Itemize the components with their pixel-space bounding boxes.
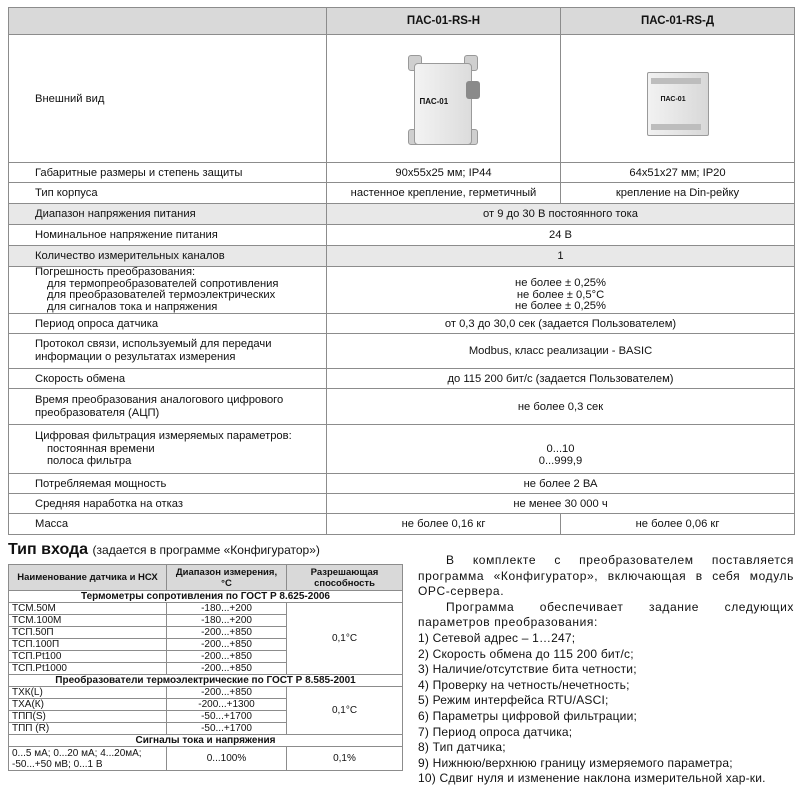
sensor-name: ТСМ.50М — [9, 603, 167, 615]
input-type-table — [8, 564, 403, 771]
sensor-range: -200...+850 — [167, 663, 287, 675]
col-range: Диапазон измерения, °С — [167, 565, 287, 591]
mtbf-label: Средняя наработка на отказ — [9, 494, 327, 514]
supply-range-value: от 9 до 30 В постоянного тока — [327, 204, 795, 225]
device-image-h: ПАС-01 — [327, 35, 561, 163]
sensor-name: ТСМ.100М — [9, 615, 167, 627]
sensor-range: -200...+850 — [167, 687, 287, 699]
speed-value: до 115 200 бит/с (задается Пользователем) — [327, 369, 795, 389]
header-model-h: ПАС-01-RS-Н — [327, 8, 561, 35]
list-item: 6) Параметры цифровой фильтрации; — [418, 708, 638, 723]
group-title: Сигналы тока и напряжения — [9, 735, 403, 747]
sensor-name: ТПП(S) — [9, 711, 167, 723]
dims-h: 90x55x25 мм; IP44 — [327, 163, 561, 183]
supply-nominal-label: Номинальное напряжение питания — [9, 225, 327, 246]
speed-label: Скорость обмена — [9, 369, 327, 389]
sensor-range: -50...+1700 — [167, 711, 287, 723]
sensor-name: ТПП (R) — [9, 723, 167, 735]
channels-label: Количество измерительных каналов — [9, 246, 327, 267]
sensor-name: ТХА(К) — [9, 699, 167, 711]
header-model-d: ПАС-01-RS-Д — [561, 8, 795, 35]
group-title: Термометры сопротивления по ГОСТ Р 8.625-2006 — [9, 591, 403, 603]
poll-label: Период опроса датчика — [9, 314, 327, 334]
sensor-name: ТСП.Pt1000 — [9, 663, 167, 675]
list-item: 10) Сдвиг нуля и изменение наклона измерительной хар-ки. — [418, 771, 766, 786]
dims-label: Габаритные размеры и степень защиты — [9, 163, 327, 183]
sensor-name: ТХК(L) — [9, 687, 167, 699]
sensor-range: -180...+200 — [167, 615, 287, 627]
filter-values: 0...10 0...999,9 — [327, 425, 795, 474]
paragraph: В комплекте с преобразователем поставляется программа «Конфигуратор», включающая в себя модуль OPC-сервера. — [418, 553, 794, 599]
paragraph: Программа обеспечивает задание следующих параметров преобразования: — [418, 599, 794, 630]
dims-d: 64x51x27 мм; IP20 — [561, 163, 795, 183]
housing-label: Тип корпуса — [9, 183, 327, 204]
mass-h: не более 0,16 кг — [327, 514, 561, 535]
list-item: 1) Сетевой адрес – 1…247; — [418, 630, 576, 645]
filter-label: Цифровая фильтрация измеряемых параметров: постоянная времени полоса фильтра — [9, 425, 327, 474]
power-value: не более 2 ВА — [327, 474, 795, 494]
error-label: Погрешность преобразования: для термопреобразователей сопротивления для преобразователей термоэлектрических для сигналов тока и напряжения — [9, 267, 327, 314]
sensor-name: ТСП.100П — [9, 639, 167, 651]
list-item: 5) Режим интерфейса RTU/ASCI; — [418, 693, 609, 708]
device-image-d: ПАС-01 — [561, 35, 795, 163]
power-label: Потребляемая мощность — [9, 474, 327, 494]
supply-range-label: Диапазон напряжения питания — [9, 204, 327, 225]
mass-label: Масса — [9, 514, 327, 535]
mtbf-value: не менее 30 000 ч — [327, 494, 795, 514]
sensor-range: -200...+850 — [167, 639, 287, 651]
header-blank — [9, 8, 327, 35]
housing-h: настенное крепление, герметичный — [327, 183, 561, 204]
supply-nominal-value: 24 В — [327, 225, 795, 246]
resolution-value: 0,1% — [287, 747, 403, 771]
sensor-range: -180...+200 — [167, 603, 287, 615]
resolution-value: 0,1°С — [287, 603, 403, 675]
sensor-range: -50...+1700 — [167, 723, 287, 735]
col-resolution: Разрешающая способность — [287, 565, 403, 591]
list-item: 2) Скорость обмена до 115 200 бит/с; — [418, 646, 634, 661]
input-type-heading: Тип входа (задается в программе «Конфигуратор») — [8, 541, 320, 558]
sensor-name: 0...5 мА; 0...20 мА; 4...20мА; -50...+50 мВ; 0...1 В — [9, 747, 167, 771]
group-title: Преобразователи термоэлектрические по ГОСТ Р 8.585-2001 — [9, 675, 403, 687]
adc-value: не более 0,3 сек — [327, 389, 795, 425]
sensor-range: -200...+1300 — [167, 699, 287, 711]
poll-value: от 0,3 до 30,0 сек (задается Пользователем) — [327, 314, 795, 334]
protocol-value: Modbus, класс реализации - BASIC — [327, 334, 795, 369]
channels-value: 1 — [327, 246, 795, 267]
list-item: 7) Период опроса датчика; — [418, 724, 573, 739]
resolution-value: 0,1°С — [287, 687, 403, 735]
spec-table — [8, 7, 795, 535]
protocol-label: Протокол связи, используемый для передачи информации о результатах измерения — [9, 334, 327, 369]
list-item: 3) Наличие/отсутствие бита четности; — [418, 662, 637, 677]
software-description — [418, 553, 794, 787]
sensor-range: -200...+850 — [167, 651, 287, 663]
sensor-range: -200...+850 — [167, 627, 287, 639]
mass-d: не более 0,06 кг — [561, 514, 795, 535]
list-item: 9) Нижнюю/верхнюю границу измеряемого параметра; — [418, 755, 733, 770]
appearance-label: Внешний вид — [9, 35, 327, 163]
input-type-note: (задается в программе «Конфигуратор») — [92, 543, 320, 557]
sensor-range: 0...100% — [167, 747, 287, 771]
adc-label: Время преобразования аналогового цифрового преобразователя (АЦП) — [9, 389, 327, 425]
housing-d: крепление на Din-рейку — [561, 183, 795, 204]
col-sensor: Наименование датчика и НСХ — [9, 565, 167, 591]
list-item: 4) Проверку на четность/нечетность; — [418, 677, 630, 692]
sensor-name: ТСП.50П — [9, 627, 167, 639]
list-item: 8) Тип датчика; — [418, 740, 506, 755]
error-values: не более ± 0,25% не более ± 0,5°С не более ± 0,25% — [327, 267, 795, 314]
sensor-name: ТСП.Pt100 — [9, 651, 167, 663]
